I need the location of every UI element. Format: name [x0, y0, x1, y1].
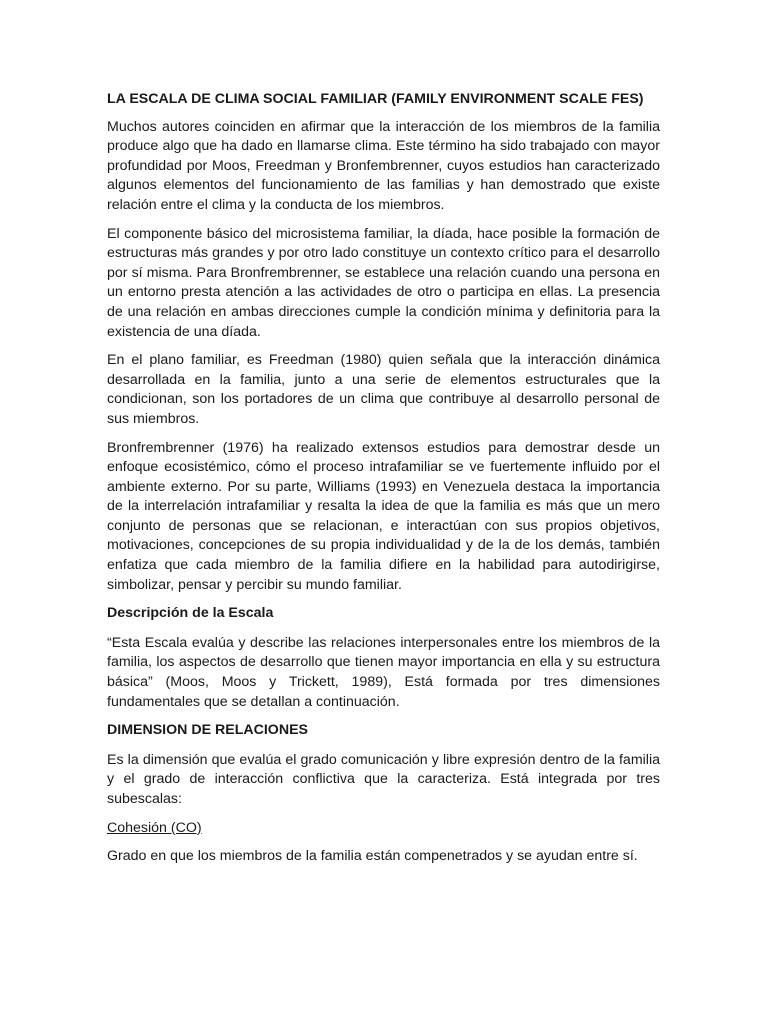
section-heading-relations: DIMENSION DE RELACIONES: [107, 722, 309, 739]
subheading-cohesion: Cohesión (CO): [107, 819, 202, 836]
document-page: [107, 90, 660, 876]
relations-paragraph: Es la dimensión que evalúa el grado comunicación y libre expresión dentro de la familia y el grado de interacción conflictiva que la caracteriza. Está integrada por tres subescalas:: [107, 751, 660, 807]
document-title: LA ESCALA DE CLIMA SOCIAL FAMILIAR (FAMILY ENVIRONMENT SCALE FES): [107, 91, 644, 107]
cohesion-paragraph: Grado en que los miembros de la familia están compenetrados y se ayudan entre sí.: [107, 848, 638, 865]
paragraph-1: Muchos autores coinciden en afirmar que la interacción de los miembros de la familia produce algo que ha dado en llamarse clima. Este término ha sido trabajado con mayor profundidad por Moos, Freedman y Bronfembrenner, cuyos estudios han caracterizado algunos elementos del funcionamiento de las familias y han demostrado que existe relación entre el clima y la conducta de los miembros.: [107, 118, 660, 213]
paragraph-3: En el plano familiar, es Freedman (1980) quien señala que la interacción dinámica desarrollada en la familia, junto a una serie de elementos estructurales que la condicionan, son los portadores de un clima que contribuye al desarrollo personal de sus miembros.: [107, 352, 660, 427]
paragraph-2: El componente básico del microsistema familiar, la díada, hace posible la formación de estructuras más grandes y por otro lado constituye un contexto crítico para el desarrollo por sí misma. Para Bronfrembrenner, se establece una relación cuando una persona en un entorno presta atención a las actividades de otro o participa en ellas. La presencia de una relación en ambas direcciones cumple la condición mínima y definitoria para la existencia de una díada.: [107, 225, 660, 340]
section-heading-description: Descripción de la Escala: [107, 605, 274, 622]
paragraph-4: Bronfrembrenner (1976) ha realizado extensos estudios para demostrar desde un enfoque ecosistémico, cómo el proceso intrafamiliar se ve fuertemente influido por el ambiente externo. Por su parte, Williams (1993) en Venezuela destaca la importancia de la interrelación intrafamiliar y resalta la idea de que la familia es más que un mero conjunto de personas que se relacionan, e interactúan con sus propios objetivos, motivaciones, concepciones de su propia individualidad y de la de los demás, también enfatiza que cada miembro de la familia difiere en la habilidad para autodirigirse, simbolizar, pensar y percibir su mundo familiar.: [107, 439, 660, 593]
description-paragraph: “Esta Escala evalúa y describe las relaciones interpersonales entre los miembros de la familia, los aspectos de desarrollo que tienen mayor importancia en ella y su estructura básica” (Moos, Moos y Trickett, 1989), Está formada por tres dimensiones fundamentales que se detallan a continuación.: [107, 634, 660, 710]
